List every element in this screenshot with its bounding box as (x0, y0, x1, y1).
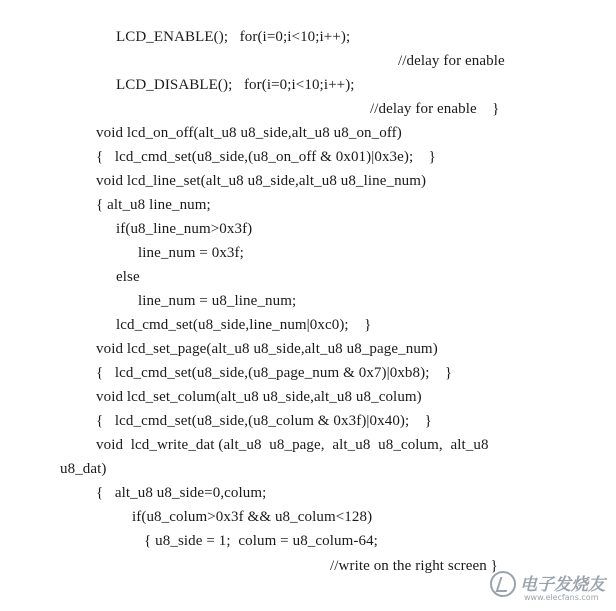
code-line: { u8_side = 1; colum = u8_colum-64; (144, 533, 378, 549)
code-line: //delay for enable } (370, 101, 500, 117)
code-line: { lcd_cmd_set(u8_side,(u8_colum & 0x3f)|0x40); } (96, 413, 432, 429)
elecfans-logo-icon (490, 571, 516, 597)
code-line: { lcd_cmd_set(u8_side,(u8_on_off & 0x01)|0x3e); } (96, 149, 436, 165)
code-line: lcd_cmd_set(u8_side,line_num|0xc0); } (116, 317, 372, 333)
watermark (490, 569, 610, 605)
code-line: line_num = 0x3f; (138, 245, 244, 261)
code-line: //delay for enable (398, 53, 505, 69)
code-line: line_num = u8_line_num; (138, 293, 297, 309)
code-line: if(u8_line_num>0x3f) (116, 221, 253, 237)
code-line: void lcd_write_dat (alt_u8 u8_page, alt_u8 u8_colum, alt_u8 (96, 437, 489, 453)
code-line: else (116, 269, 140, 285)
code-line: LCD_ENABLE(); for(i=0;i<10;i++); (116, 29, 351, 45)
code-line: void lcd_set_page(alt_u8 u8_side,alt_u8 u8_page_num) (96, 341, 438, 357)
code-line: //write on the right screen } (330, 558, 498, 574)
watermark-text: 电子发烧友 (520, 575, 605, 595)
watermark-url: www.elecfans.com (524, 593, 599, 602)
code-line: void lcd_on_off(alt_u8 u8_side,alt_u8 u8_on_off) (96, 125, 402, 141)
code-line: u8_dat) (60, 461, 107, 477)
code-line: void lcd_line_set(alt_u8 u8_side,alt_u8 u8_line_num) (96, 173, 427, 189)
code-line: LCD_DISABLE(); for(i=0;i<10;i++); (116, 77, 355, 93)
code-line: void lcd_set_colum(alt_u8 u8_side,alt_u8 u8_colum) (96, 389, 422, 405)
code-line: { alt_u8 u8_side=0,colum; (96, 485, 267, 501)
code-line: if(u8_colum>0x3f && u8_colum<128) (132, 509, 373, 525)
code-line: { alt_u8 line_num; (96, 197, 211, 213)
code-line: { lcd_cmd_set(u8_side,(u8_page_num & 0x7)|0xb8); } (96, 365, 453, 381)
